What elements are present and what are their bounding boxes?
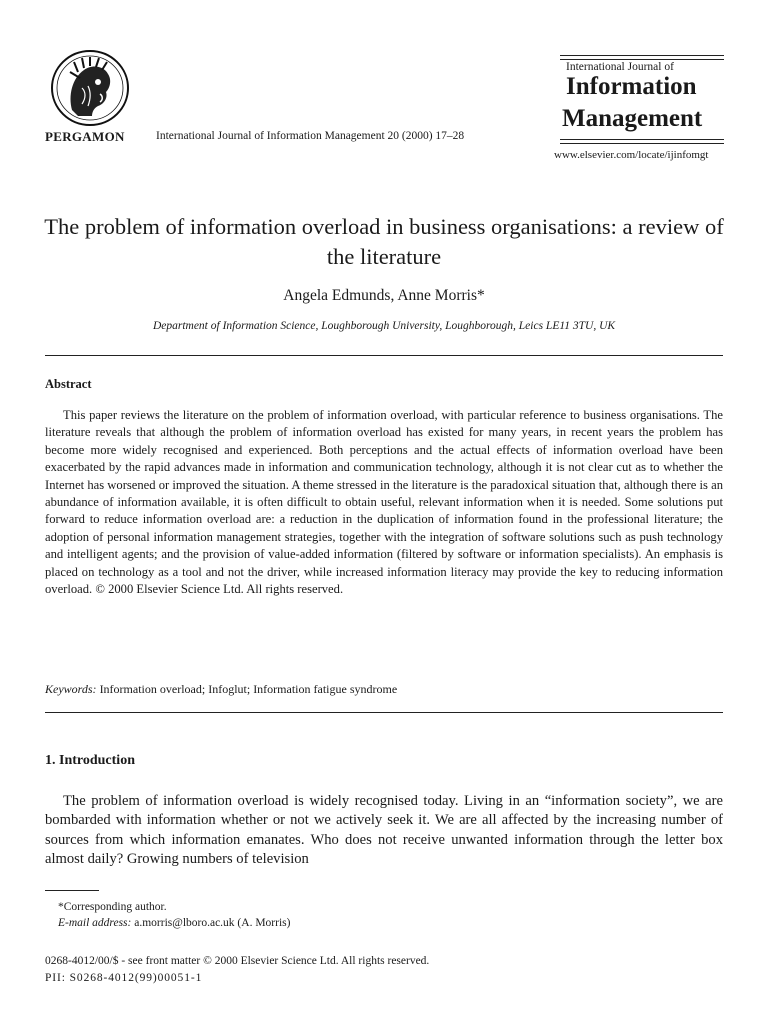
author-affiliation: Department of Information Science, Loughborough University, Loughborough, Leics LE11 3TU, UK	[152, 320, 616, 332]
keywords-list: Information overload; Infoglut; Information fatigue syndrome	[99, 682, 398, 696]
publisher-logo	[48, 48, 132, 128]
article-authors: Angela Edmunds, Anne Morris*	[283, 287, 485, 304]
section-heading-introduction: 1. Introduction	[45, 753, 135, 768]
pii-line: PII: S0268-4012(99)00051-1	[45, 972, 203, 984]
journal-url[interactable]: www.elsevier.com/locate/ijinfomgt	[554, 149, 709, 161]
journal-masthead-rule-top	[560, 55, 724, 60]
footnote-rule	[45, 890, 99, 891]
footnote-email	[58, 917, 290, 929]
journal-masthead-name-line1: Information	[566, 73, 697, 100]
email-address[interactable]: a.morris@lboro.ac.uk (A. Morris)	[134, 917, 291, 929]
keywords-label: Keywords:	[45, 682, 97, 696]
article-title: The problem of information overload in business organisations: a review of the literature	[44, 214, 724, 269]
journal-citation: International Journal of Information Management 20 (2000) 17–28	[156, 130, 465, 142]
divider	[45, 355, 723, 356]
journal-masthead-intro: International Journal of	[566, 61, 674, 73]
keywords	[45, 682, 397, 697]
abstract-text: This paper reviews the literature on the problem of information overload, with particular reference to business organisations. The literature reveals that although the problem of information overload has existed for many years, in recent years the problem has become more widely recognised and experienced. Both perceptions and the actual effects of information overload have been exacerbated by the rapid advances made in information and communication technology, although it is not clear cut as to whether the Internet has worsened or improved the situation. A theme stressed in the literature is the paradoxical situation that, although there is an abundance of information available, it is often difficult to obtain useful, relevant information when it is needed. Some solutions put forward to reduce information overload are: a reduction in the duplication of information found in the professional literature; the adoption of personal information management strategies, together with the integration of software solutions such as push technology and intelligent agents; and the provision of value-added information (filtered by software or information specialists). An emphasis is placed on technology as a tool and not the driver, while increased information literacy may provide the key to reducing information overload. © 2000 Elsevier Science Ltd. All rights reserved.	[45, 408, 723, 597]
footnote-corresponding-author: *Corresponding author.	[58, 901, 167, 913]
introduction-text: The problem of information overload is widely recognised today. Living in an “information society”, we are bombarded with information whether or not we actively seek it. We are all affected by the increasing number of sources from which information emanates. Who does not receive unwanted information through the letter box almost daily? Growing numbers of television	[45, 793, 723, 868]
journal-masthead-rule-bottom	[560, 139, 724, 144]
email-label: E-mail address:	[58, 917, 132, 929]
issn-line: 0268-4012/00/$ - see front matter © 2000 Elsevier Science Ltd. All rights reserved.	[45, 955, 430, 967]
divider	[45, 712, 723, 713]
publisher-name: PERGAMON	[45, 129, 125, 144]
journal-masthead-name-line2: Management	[562, 105, 703, 132]
abstract-heading: Abstract	[45, 377, 92, 391]
